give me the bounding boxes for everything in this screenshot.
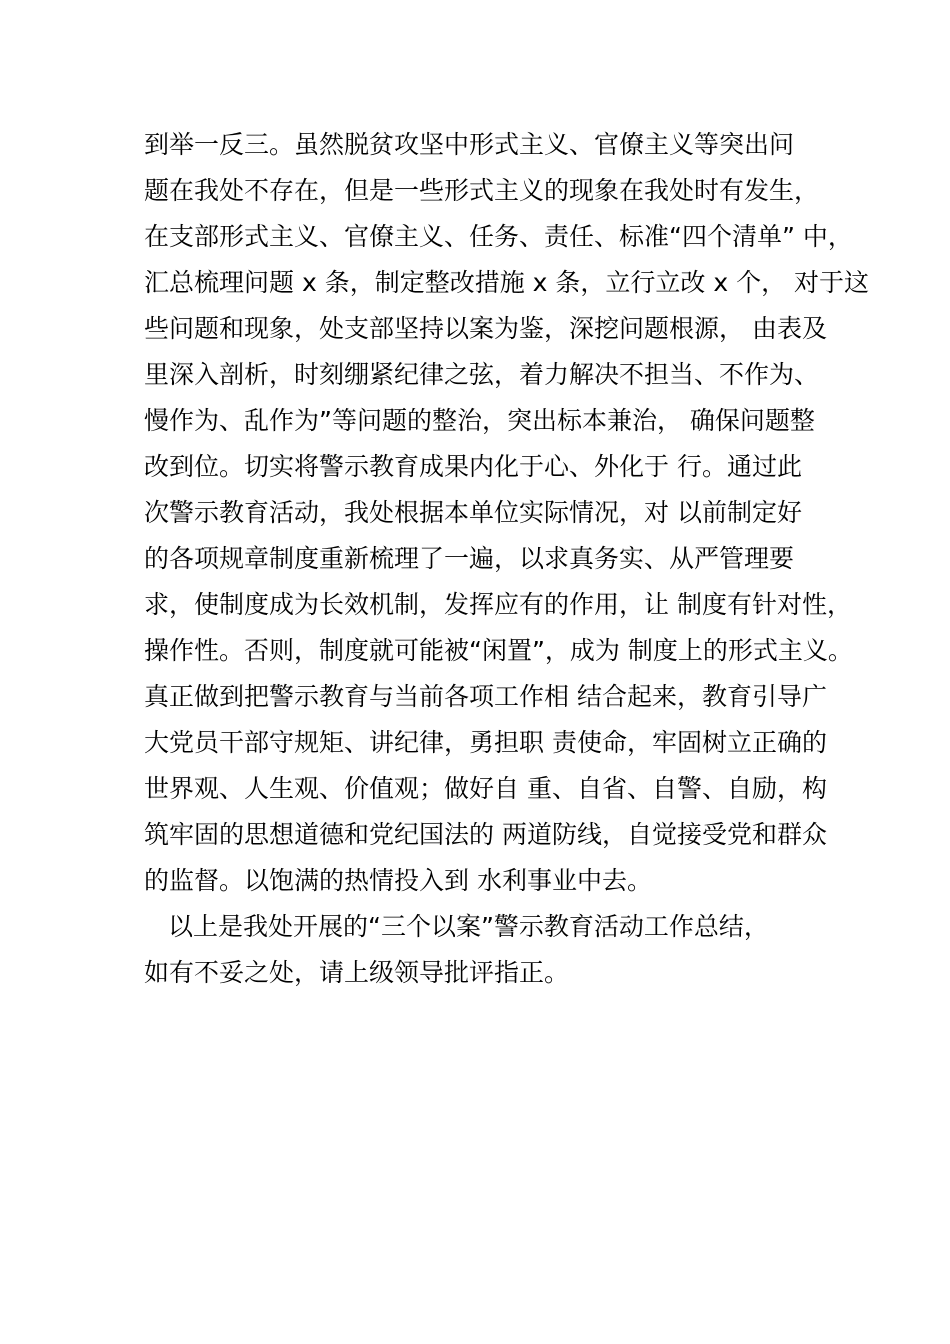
closing-paragraph-line: 以上是我处开展的“三个以案”警示教育活动工作总结，	[168, 912, 769, 941]
text-line: 的监督。以饱满的热情投入到 水利事业中去。	[144, 866, 652, 895]
text-line: 里深入剖析，时刻绷紧纪律之弦，着力解决不担当、不作为、	[144, 360, 820, 389]
text-line: 在支部形式主义、官僚主义、任务、责任、标准“四个清单” 中，	[144, 222, 853, 251]
text-line: 次警示教育活动，我处根据本单位实际情况，对 以前制定好	[144, 498, 802, 527]
text-line: 些问题和现象，处支部坚持以案为鉴，深挖问题根源， 由表及	[144, 314, 827, 343]
text-line: 到举一反三。虽然脱贫攻坚中形式主义、官僚主义等突出问	[144, 130, 795, 159]
text-line: 题在我处不存在，但是一些形式主义的现象在我处时有发生，	[144, 176, 820, 205]
text-line: 筑牢固的思想道德和党纪国法的 两道防线，自觉接受党和群众	[144, 820, 827, 849]
text-line: 慢作为、乱作为”等问题的整治，突出标本兼治， 确保问题整	[144, 406, 815, 435]
closing-paragraph-line: 如有不妥之处，请上级领导批评指正。	[144, 958, 570, 987]
text-line: 操作性。否则，制度就可能被“闲置”，成为 制度上的形式主义。	[144, 636, 853, 665]
text-line: 的各项规章制度重新梳理了一遍，以求真务实、从严管理要	[144, 544, 795, 573]
text-line: 改到位。切实将警示教育成果内化于心、外化于 行。通过此	[144, 452, 802, 481]
text-line: 汇总梳理问题 x 条，制定整改措施 x 条，立行立改 x 个， 对于这	[144, 268, 870, 297]
body-text	[144, 122, 870, 996]
text-line: 真正做到把警示教育与当前各项工作相 结合起来，教育引导广	[144, 682, 827, 711]
text-line: 世界观、人生观、价值观；做好自 重、自省、自警、自励，构	[144, 774, 827, 803]
text-line: 求，使制度成为长效机制，发挥应有的作用，让 制度有针对性，	[144, 590, 852, 619]
text-line: 大党员干部守规矩、讲纪律，勇担职 责使命，牢固树立正确的	[144, 728, 827, 757]
